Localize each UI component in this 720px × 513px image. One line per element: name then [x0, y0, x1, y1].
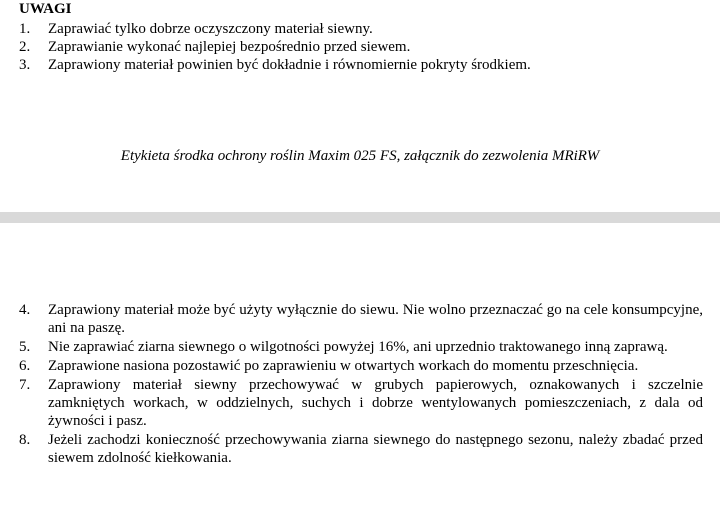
- item-text: Zaprawiony materiał siewny przechowywać w grubych papierowych, oznakowanych i szczelnie zamkniętych workach, w oddzielnych, suchych i dobrze wentylowanych pomieszczeniach, z dala od żywności i pasz.: [48, 377, 703, 429]
- item-text: Zaprawiony materiał powinien być dokładnie i równomiernie pokryty środkiem.: [48, 57, 531, 73]
- notes-list-upper: [19, 20, 709, 74]
- item-text: Zaprawione nasiona pozostawić po zaprawieniu w otwartych workach do momentu przeschnięcia.: [48, 358, 639, 374]
- list-item: [19, 357, 703, 375]
- page-upper: [0, 0, 720, 212]
- item-text: Zaprawiony materiał może być użyty wyłącznie do siewu. Nie wolno przeznaczać go na cele konsumpcyjne, ani na paszę.: [48, 302, 703, 336]
- item-number: 3.: [19, 57, 31, 73]
- item-number: 7.: [19, 377, 31, 393]
- item-number: 6.: [19, 358, 31, 374]
- item-number: 4.: [19, 302, 31, 318]
- list-item: [19, 376, 703, 430]
- list-item: [19, 20, 709, 38]
- list-item: [19, 338, 703, 356]
- notes-list-lower: [19, 301, 703, 468]
- item-text: Jeżeli zachodzi konieczność przechowywania ziarna siewnego do następnego sezonu, należy zbadać przed siewem zdolność kiełkowania.: [48, 432, 703, 466]
- page-separator: [0, 212, 720, 223]
- list-item: [19, 38, 709, 56]
- label-caption: Etykieta środka ochrony roślin Maxim 025 FS, załącznik do zezwolenia MRiRW: [120, 148, 600, 164]
- list-item: [19, 301, 703, 337]
- item-number: 2.: [19, 39, 31, 55]
- item-text: Zaprawiać tylko dobrze oczyszczony materiał siewny.: [48, 21, 373, 37]
- list-item: [19, 431, 703, 467]
- item-number: 8.: [19, 432, 31, 448]
- list-item: [19, 56, 709, 74]
- item-text: Nie zaprawiać ziarna siewnego o wilgotności powyżej 16%, ani uprzednio traktowanego inną zaprawą.: [48, 339, 668, 355]
- item-number: 1.: [19, 21, 31, 37]
- item-number: 5.: [19, 339, 31, 355]
- notes-heading: UWAGI: [19, 1, 72, 17]
- item-text: Zaprawianie wykonać najlepiej bezpośrednio przed siewem.: [48, 39, 411, 55]
